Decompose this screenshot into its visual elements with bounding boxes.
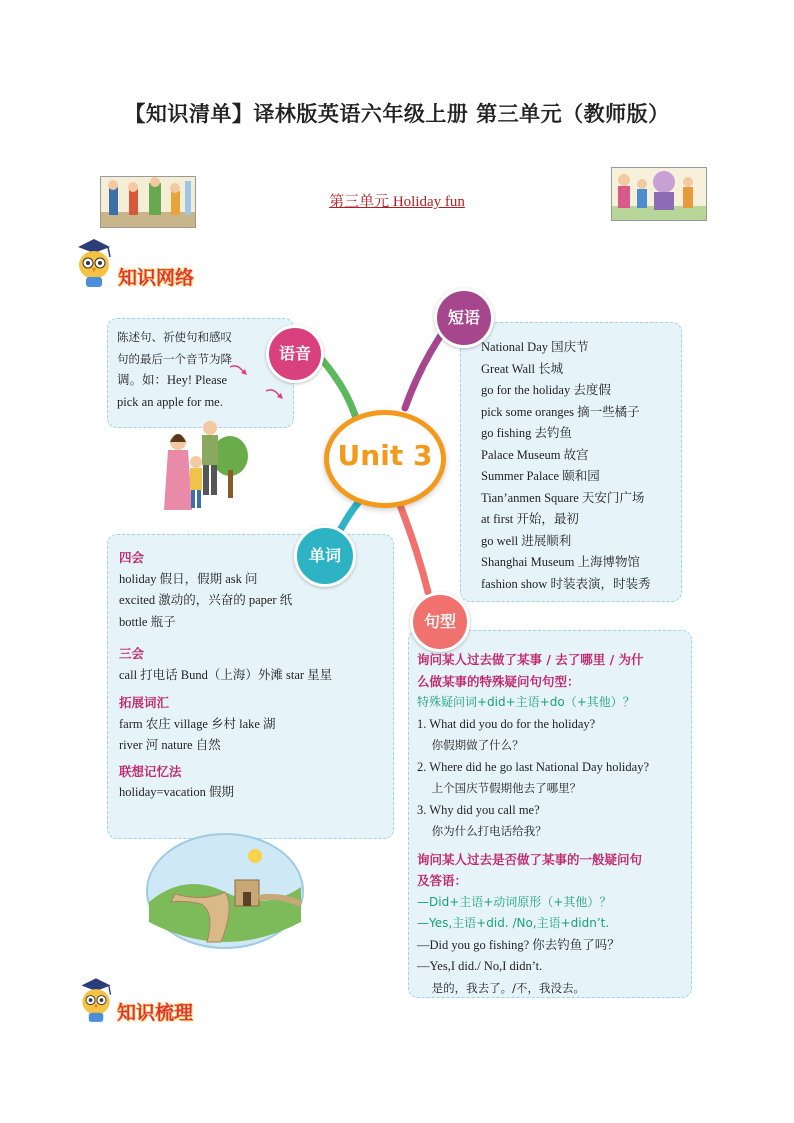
sentence-translation: 是的，我去了。/不，我没去。 xyxy=(417,980,585,995)
sentences-card xyxy=(408,630,692,998)
tag-phrases: 短语 xyxy=(434,288,494,348)
phrase-item: Great Wall 长城 xyxy=(481,361,564,376)
words-card xyxy=(107,534,394,839)
phrases-card xyxy=(460,322,682,602)
sentence-translation: 你为什么打电话给我？ xyxy=(417,824,547,838)
phrase-item: Summer Palace 颐和园 xyxy=(481,469,600,483)
phrase-item: go fishing 去钓鱼 xyxy=(481,426,572,440)
phonics-line: 陈述句、祈使句和感叹 xyxy=(117,330,232,344)
sentence-example: 1. What did you do for the holiday? xyxy=(417,716,596,731)
phrase-item: National Day 国庆节 xyxy=(481,340,589,354)
phrase-item: Palace Museum 故宫 xyxy=(481,447,589,462)
word-line: call 打电话 Bund（上海）外滩 star 星星 xyxy=(119,667,333,682)
words-heading-four: 四会 xyxy=(119,550,145,565)
unit-center-node xyxy=(324,410,446,508)
sentence-example: 2. Where did he go last National Day holiday? xyxy=(417,759,649,774)
owl-mascot-icon xyxy=(76,976,116,1026)
words-heading-extension: 拓展词汇 xyxy=(119,695,170,710)
phrase-item: at first 开始，最初 xyxy=(481,512,579,526)
sentence-formula: —Did+主语+动词原形（+其他）？ xyxy=(417,894,612,909)
phonics-line: pick an apple for me. xyxy=(117,394,223,409)
phrase-item: go for the holiday 去度假 xyxy=(481,383,611,397)
phonics-line: 句的最后一个音节为降 xyxy=(117,351,232,366)
tag-words: 单词 xyxy=(294,525,356,587)
word-line: holiday 假日，假期 ask 问 xyxy=(119,571,258,586)
sentence-heading: 么做某事的特殊疑问句句型： xyxy=(417,673,580,689)
words-heading-association: 联想记忆法 xyxy=(119,763,182,779)
sentence-translation: 你假期做了什么？ xyxy=(417,738,524,752)
word-line: bottle 瓶子 xyxy=(119,614,176,629)
words-heading-three: 三会 xyxy=(119,646,145,661)
phonics-line: 调。如：Hey! Please xyxy=(117,373,228,387)
sentence-example: 3. Why did you call me? xyxy=(417,802,540,817)
phrase-item: go well 进展顺利 xyxy=(481,533,572,548)
phrase-item: Tian’anmen Square 天安门广场 xyxy=(481,490,645,505)
sentence-formula: —Yes,主语+did. /No,主语+didn’t. xyxy=(417,916,610,930)
sentence-heading: 询问某人过去是否做了某事的一般疑问句 xyxy=(417,851,643,867)
phrase-item: Shanghai Museum 上海博物馆 xyxy=(481,555,641,569)
sentence-heading: 询问某人过去做了某事 / 去了哪里 / 为什 xyxy=(417,652,644,667)
word-line: farm 农庄 village 乡村 lake 湖 xyxy=(119,716,276,731)
unit-center-label: Unit 3 xyxy=(337,439,433,472)
phrase-item: pick some oranges 摘一些橘子 xyxy=(481,404,640,419)
section-title-network: 知识网络 xyxy=(118,267,195,289)
sentence-formula: 特殊疑问词+did+主语+do（+其他）？ xyxy=(417,695,635,709)
family-walking-illustration xyxy=(150,420,250,528)
word-line: river 河 nature 自然 xyxy=(119,738,221,752)
word-line: excited 激动的，兴奋的 paper 纸 xyxy=(119,593,293,607)
tag-sentences: 句型 xyxy=(410,592,470,652)
sentence-example: —Yes,I did./ No,I didn’t. xyxy=(417,959,543,973)
great-wall-illustration xyxy=(145,832,305,950)
word-line: holiday=vacation 假期 xyxy=(119,785,235,799)
sentence-heading: 及答语： xyxy=(417,873,468,888)
phonics-card xyxy=(107,318,294,428)
document-title: 【知识清单】译林版英语六年级上册 第三单元（教师版） xyxy=(124,102,670,126)
tag-phonics: 语音 xyxy=(266,325,324,383)
unit-title: 第三单元 Holiday fun xyxy=(329,194,465,210)
phrase-item: fashion show 时装表演，时装秀 xyxy=(481,576,651,591)
section-title-review: 知识梳理 xyxy=(117,1002,194,1024)
sentence-example: —Did you go fishing? 你去钓鱼了吗？ xyxy=(417,937,620,952)
sentence-translation: 上个国庆节假期他去了哪里？ xyxy=(417,781,582,795)
